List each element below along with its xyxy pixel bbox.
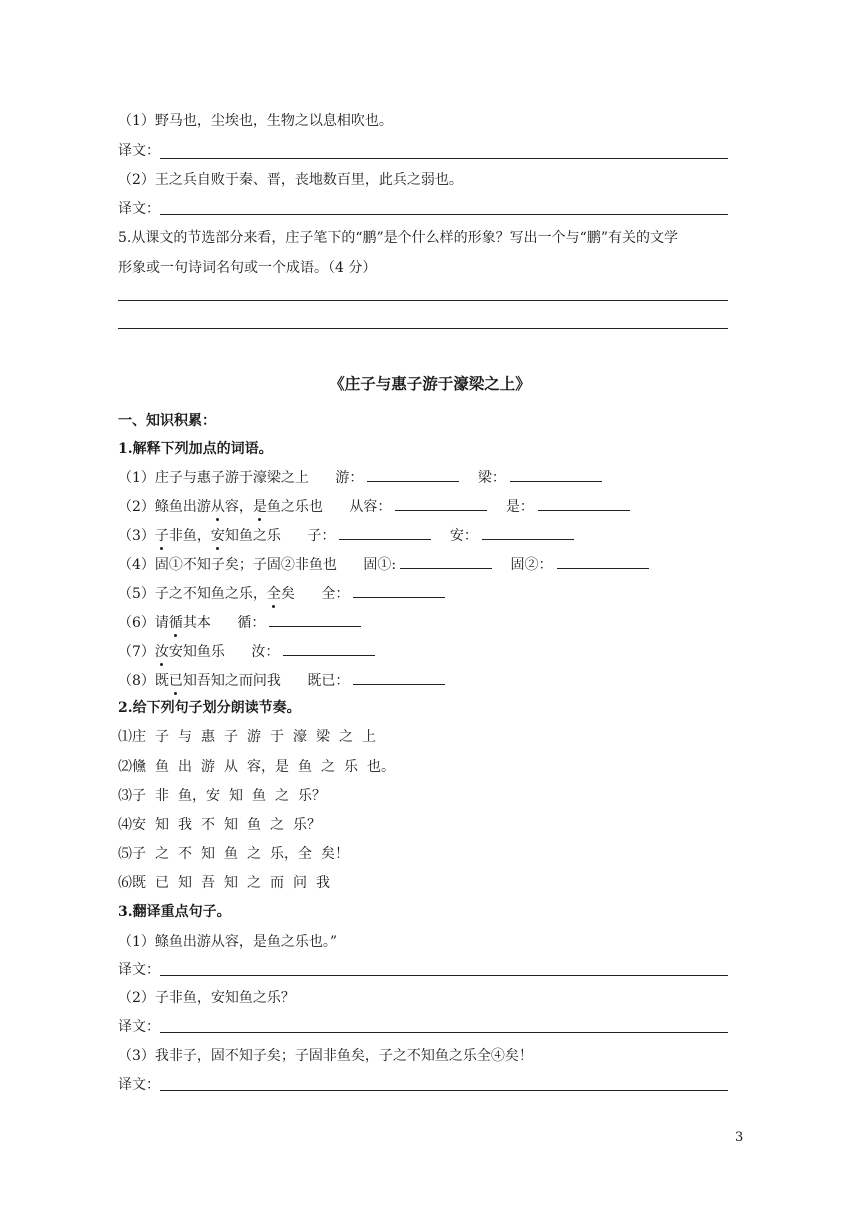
vocab-text: （2）鲦鱼出游: [118, 499, 211, 515]
blank-line[interactable]: [353, 583, 445, 598]
vocab-text: 安知鱼乐: [168, 644, 225, 660]
vocab-item-3: [118, 525, 588, 546]
rhythm-char: 乐: [344, 759, 358, 775]
rhythm-line: [118, 727, 385, 747]
rhythm-char: 出: [178, 759, 192, 775]
rhythm-char: 游: [247, 729, 261, 745]
answer-line: [160, 158, 728, 159]
rhythm-char: 鱼: [155, 759, 169, 775]
translation-label: 译文：: [118, 1019, 160, 1035]
rhythm-char: 吾: [201, 875, 215, 891]
rhythm-number: ⑷: [118, 817, 132, 833]
rhythm-line: [118, 757, 404, 777]
vocab-word: 子：: [307, 528, 336, 544]
answer-line: [160, 1090, 728, 1091]
rhythm-char: 从: [224, 759, 238, 775]
rhythm-char: 子: [224, 729, 238, 745]
question-5-line1: 5.从课文的节选部分来看，庄子笔下的“鹏”是个什么样的形象？写出一个与“鹏”有关的文学: [118, 230, 678, 246]
translation-label: 译文：: [118, 1077, 160, 1093]
dotted-char: 全: [266, 586, 281, 602]
rhythm-char: 不: [201, 817, 215, 833]
rhythm-char: 濠: [293, 729, 307, 745]
rhythm-char: 容，是: [247, 759, 289, 775]
answer-line: [160, 975, 728, 976]
vocab-text: （5）子之不知鱼之乐，: [118, 586, 267, 602]
translate-item-1: （1）鲦鱼出游从容，是鱼之乐也。”: [118, 934, 338, 950]
answer-line: [118, 300, 728, 301]
vocab-word: 是：: [505, 499, 534, 515]
blank-line[interactable]: [400, 554, 492, 569]
rhythm-char: 之: [270, 817, 284, 833]
vocab-item-1: [118, 467, 616, 488]
vocab-text: （8）既: [118, 673, 169, 689]
question-1: （1）野马也，尘埃也，生物之以息相吹也。: [118, 113, 393, 129]
vocab-word: 安：: [449, 528, 478, 544]
vocab-text: 容，: [224, 499, 253, 515]
rhythm-char: 知: [224, 875, 238, 891]
rhythm-char: 鱼，安: [178, 788, 220, 804]
rhythm-char: 知: [155, 817, 169, 833]
rhythm-char: 子: [132, 846, 146, 862]
translation-label: 译文：: [118, 201, 160, 217]
vocab-item-2: [118, 496, 644, 517]
rhythm-char: 知: [229, 788, 243, 804]
rhythm-char: 于: [270, 729, 284, 745]
rhythm-char: 我: [178, 817, 192, 833]
vocab-item-6: [118, 612, 375, 633]
blank-line[interactable]: [353, 670, 445, 685]
vocab-text: （6）请: [118, 615, 169, 631]
rhythm-char: 之: [275, 788, 289, 804]
rhythm-char: 鱼: [247, 817, 261, 833]
rhythm-char: 问: [293, 875, 307, 891]
blank-line[interactable]: [395, 496, 487, 511]
translation-label: 译文：: [118, 962, 160, 978]
rhythm-char: 鱼: [298, 759, 312, 775]
rhythm-char: 之: [339, 729, 353, 745]
vocab-item-5: [118, 583, 459, 604]
blank-line[interactable]: [283, 641, 375, 656]
vocab-text: 知吾知之而问我: [182, 673, 281, 689]
dotted-char: 已: [168, 673, 183, 689]
vocab-item-8: [118, 670, 459, 691]
blank-line[interactable]: [482, 525, 574, 540]
rhythm-char: 儵: [132, 759, 146, 775]
rhythm-number: ⑸: [118, 846, 132, 862]
rhythm-char: 子: [155, 729, 169, 745]
rhythm-char: 鱼: [252, 788, 266, 804]
vocab-word: 全：: [321, 586, 350, 602]
vocab-text: 非鱼，: [168, 528, 211, 544]
vocab-item-7: [118, 641, 389, 662]
rhythm-char: 不: [178, 846, 192, 862]
answer-line: [160, 214, 728, 215]
rhythm-char: 矣！: [321, 846, 349, 862]
translate-heading: 3.翻译重点句子。: [118, 904, 231, 920]
dotted-char: 安: [210, 528, 225, 544]
rhythm-char: 梁: [316, 729, 330, 745]
rhythm-number: ⑴: [118, 729, 132, 745]
rhythm-char: 与: [178, 729, 192, 745]
dotted-char: 汝: [154, 644, 169, 660]
rhythm-char: 游: [201, 759, 215, 775]
question-2: （2）王之兵自败于秦、晋，丧地数百里，此兵之弱也。: [118, 172, 463, 188]
vocab-item-4: [118, 554, 663, 575]
question-5-line2: 形象或一句诗词名句或一个成语。（4 分）: [118, 260, 377, 276]
page-title: 《庄子与惠子游于濠梁之上》: [329, 374, 531, 393]
blank-line[interactable]: [339, 525, 431, 540]
vocab-text: （3）: [118, 528, 155, 544]
rhythm-char: 既: [132, 875, 146, 891]
blank-line[interactable]: [510, 467, 602, 482]
vocab-text: （4）固①不知子矣；子固②非鱼也: [118, 557, 337, 573]
rhythm-char: 子: [132, 788, 146, 804]
rhythm-char: 知: [224, 817, 238, 833]
vocab-word: 固②：: [510, 557, 553, 573]
vocab-word: 固①:: [363, 557, 397, 573]
dotted-char: 是: [252, 499, 267, 515]
dotted-char: 子: [154, 528, 169, 544]
vocab-word: 汝：: [251, 644, 280, 660]
blank-line[interactable]: [367, 467, 459, 482]
vocab-word: 循：: [237, 615, 266, 631]
rhythm-char: 乐，全: [270, 846, 312, 862]
blank-line[interactable]: [269, 612, 361, 627]
vocab-heading: 1.解释下列加点的词语。: [118, 441, 273, 457]
rhythm-char: 乐？: [298, 788, 326, 804]
vocab-word: 从容：: [349, 499, 392, 515]
rhythm-char: 庄: [132, 729, 146, 745]
blank-line[interactable]: [557, 554, 649, 569]
blank-line[interactable]: [538, 496, 630, 511]
rhythm-char: 之: [247, 875, 261, 891]
rhythm-line: [118, 815, 330, 835]
vocab-text: （1）庄子与惠子游于濠梁之上: [118, 470, 309, 486]
section-heading: 一、知识积累：: [118, 413, 216, 429]
rhythm-char: 而: [270, 875, 284, 891]
rhythm-number: ⑶: [118, 788, 132, 804]
rhythm-char: 我: [316, 875, 330, 891]
rhythm-char: 之: [321, 759, 335, 775]
answer-line: [118, 328, 728, 329]
rhythm-char: 知: [201, 846, 215, 862]
rhythm-char: 也。: [367, 759, 395, 775]
vocab-text: 鱼之乐也: [266, 499, 323, 515]
vocab-word: 既已：: [307, 673, 350, 689]
page-number: 3: [735, 1130, 744, 1145]
rhythm-line: [118, 873, 339, 893]
translate-item-3: （3）我非子，固不知子矣；子固非鱼矣，子之不知鱼之乐全④矣！: [118, 1048, 533, 1064]
rhythm-char: 安: [132, 817, 146, 833]
rhythm-char: 鱼: [224, 846, 238, 862]
rhythm-char: 之: [155, 846, 169, 862]
answer-line: [160, 1032, 728, 1033]
rhythm-char: 非: [155, 788, 169, 804]
translate-item-2: （2）子非鱼，安知鱼之乐？: [118, 990, 295, 1006]
rhythm-char: 之: [247, 846, 261, 862]
rhythm-char: 知: [178, 875, 192, 891]
dotted-char: 循: [168, 615, 183, 631]
translation-label: 译文：: [118, 143, 160, 159]
rhythm-char: 惠: [201, 729, 215, 745]
rhythm-char: 上: [362, 729, 376, 745]
vocab-text: 矣: [280, 586, 295, 602]
rhythm-line: [118, 844, 358, 864]
vocab-word: 梁：: [477, 470, 506, 486]
rhythm-line: [118, 786, 335, 806]
rhythm-number: ⑵: [118, 759, 132, 775]
vocab-word: 游：: [335, 470, 364, 486]
rhythm-heading: 2.给下列句子划分朗读节奏。: [118, 700, 301, 716]
vocab-text: 其本: [182, 615, 211, 631]
vocab-text: （7）: [118, 644, 155, 660]
rhythm-char: 已: [155, 875, 169, 891]
vocab-text: 知鱼之乐: [224, 528, 281, 544]
dotted-char: 从: [210, 499, 225, 515]
rhythm-char: 乐？: [293, 817, 321, 833]
rhythm-number: ⑹: [118, 875, 132, 891]
